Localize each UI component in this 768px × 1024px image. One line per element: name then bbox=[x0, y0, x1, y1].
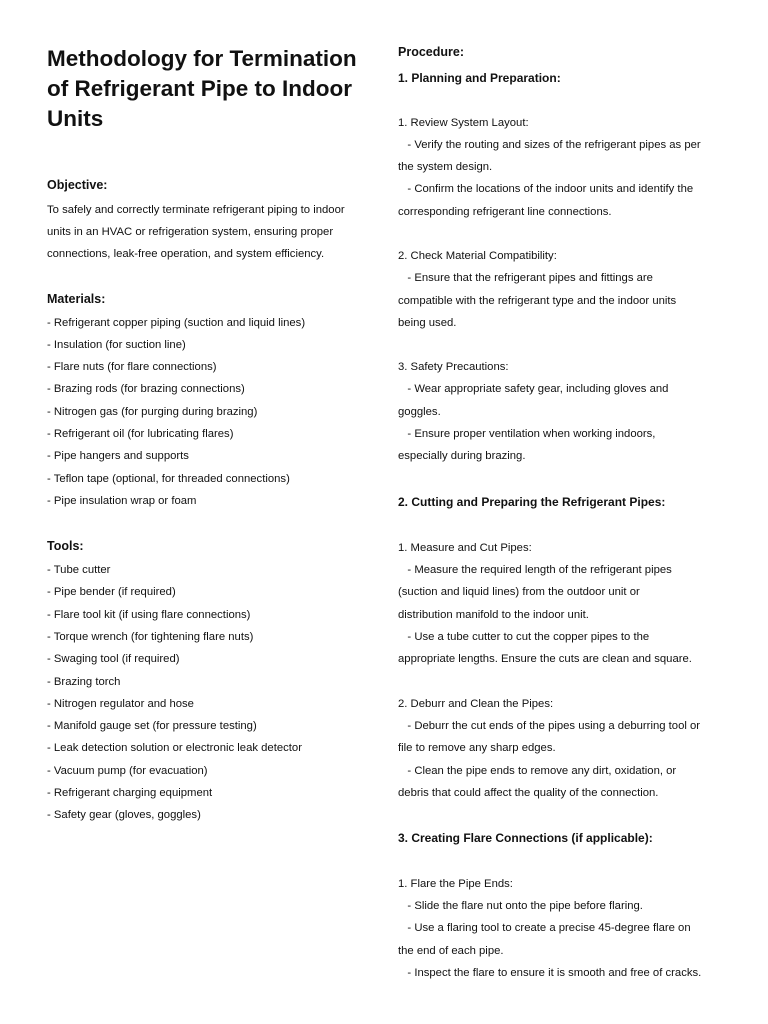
procedure-heading: Procedure: bbox=[398, 45, 464, 59]
tools-item: - Swaging tool (if required) bbox=[47, 653, 180, 665]
procedure-step: 1. Measure and Cut Pipes: bbox=[398, 542, 532, 554]
procedure-line: - Use a tube cutter to cut the copper pipes to the bbox=[398, 631, 650, 643]
materials-item: - Brazing rods (for brazing connections) bbox=[47, 383, 245, 395]
procedure-line: - Inspect the flare to ensure it is smooth and free of cracks. bbox=[398, 967, 702, 979]
tools-item: - Manifold gauge set (for pressure testing) bbox=[47, 720, 257, 732]
objective-line: connections, leak-free operation, and system efficiency. bbox=[47, 248, 325, 260]
procedure-step: 3. Safety Precautions: bbox=[398, 361, 509, 373]
materials-heading: Materials: bbox=[47, 292, 106, 306]
procedure-line: - Verify the routing and sizes of the refrigerant pipes as per bbox=[398, 139, 701, 151]
procedure-line: (suction and liquid lines) from the outdoor unit or bbox=[398, 586, 640, 598]
procedure-line: - Clean the pipe ends to remove any dirt, oxidation, or bbox=[398, 765, 677, 777]
tools-item: - Vacuum pump (for evacuation) bbox=[47, 765, 208, 777]
materials-item: - Nitrogen gas (for purging during brazing) bbox=[47, 406, 258, 418]
procedure-step: 1. Review System Layout: bbox=[398, 117, 529, 129]
materials-item: - Refrigerant oil (for lubricating flares) bbox=[47, 428, 234, 440]
procedure-line: file to remove any sharp edges. bbox=[398, 742, 556, 754]
procedure-step: 2. Check Material Compatibility: bbox=[398, 250, 557, 262]
procedure-line: - Use a flaring tool to create a precise 45-degree flare on bbox=[398, 922, 691, 934]
procedure-step: 1. Flare the Pipe Ends: bbox=[398, 878, 513, 890]
tools-item: - Torque wrench (for tightening flare nuts) bbox=[47, 631, 254, 643]
tools-item: - Pipe bender (if required) bbox=[47, 586, 176, 598]
procedure-line: corresponding refrigerant line connections. bbox=[398, 206, 612, 218]
procedure-line: goggles. bbox=[398, 406, 441, 418]
procedure-line: the end of each pipe. bbox=[398, 945, 504, 957]
procedure-line: - Measure the required length of the refrigerant pipes bbox=[398, 564, 672, 576]
procedure-line: - Confirm the locations of the indoor units and identify the bbox=[398, 183, 694, 195]
procedure-line: especially during brazing. bbox=[398, 450, 526, 462]
procedure-line: - Ensure that the refrigerant pipes and fittings are bbox=[398, 272, 653, 284]
procedure-line: - Slide the flare nut onto the pipe before flaring. bbox=[398, 900, 643, 912]
materials-item: - Insulation (for suction line) bbox=[47, 339, 186, 351]
procedure-line: the system design. bbox=[398, 161, 493, 173]
procedure-line: compatible with the refrigerant type and the indoor units bbox=[398, 295, 677, 307]
materials-item: - Pipe insulation wrap or foam bbox=[47, 495, 197, 507]
tools-item: - Brazing torch bbox=[47, 676, 121, 688]
section-title: 2. Cutting and Preparing the Refrigerant Pipes: bbox=[398, 495, 666, 509]
materials-item: - Pipe hangers and supports bbox=[47, 450, 189, 462]
section-title: 3. Creating Flare Connections (if applicable): bbox=[398, 831, 653, 845]
materials-item: - Flare nuts (for flare connections) bbox=[47, 361, 217, 373]
procedure-line: appropriate lengths. Ensure the cuts are clean and square. bbox=[398, 653, 692, 665]
objective-line: To safely and correctly terminate refrigerant piping to indoor bbox=[47, 204, 345, 216]
tools-item: - Tube cutter bbox=[47, 564, 111, 576]
tools-item: - Leak detection solution or electronic leak detector bbox=[47, 742, 302, 754]
section-title: 1. Planning and Preparation: bbox=[398, 71, 561, 85]
procedure-line: - Wear appropriate safety gear, including gloves and bbox=[398, 383, 669, 395]
objective-heading: Objective: bbox=[47, 178, 108, 192]
procedure-step: 2. Deburr and Clean the Pipes: bbox=[398, 698, 554, 710]
procedure-line: being used. bbox=[398, 317, 457, 329]
tools-item: - Safety gear (gloves, goggles) bbox=[47, 809, 201, 821]
materials-item: - Teflon tape (optional, for threaded connections) bbox=[47, 473, 290, 485]
tools-heading: Tools: bbox=[47, 539, 84, 553]
tools-item: - Flare tool kit (if using flare connections) bbox=[47, 609, 251, 621]
tools-item: - Refrigerant charging equipment bbox=[47, 787, 213, 799]
objective-line: units in an HVAC or refrigeration system, ensuring proper bbox=[47, 226, 334, 238]
procedure-line: - Deburr the cut ends of the pipes using a deburring tool or bbox=[398, 720, 701, 732]
tools-item: - Nitrogen regulator and hose bbox=[47, 698, 194, 710]
materials-item: - Refrigerant copper piping (suction and liquid lines) bbox=[47, 317, 306, 329]
procedure-line: - Ensure proper ventilation when working indoors, bbox=[398, 428, 656, 440]
procedure-line: debris that could affect the quality of the connection. bbox=[398, 787, 659, 799]
procedure-line: distribution manifold to the indoor unit. bbox=[398, 609, 589, 621]
page-title: Methodology for Termination of Refrigerant Pipe to Indoor Units bbox=[47, 46, 357, 131]
